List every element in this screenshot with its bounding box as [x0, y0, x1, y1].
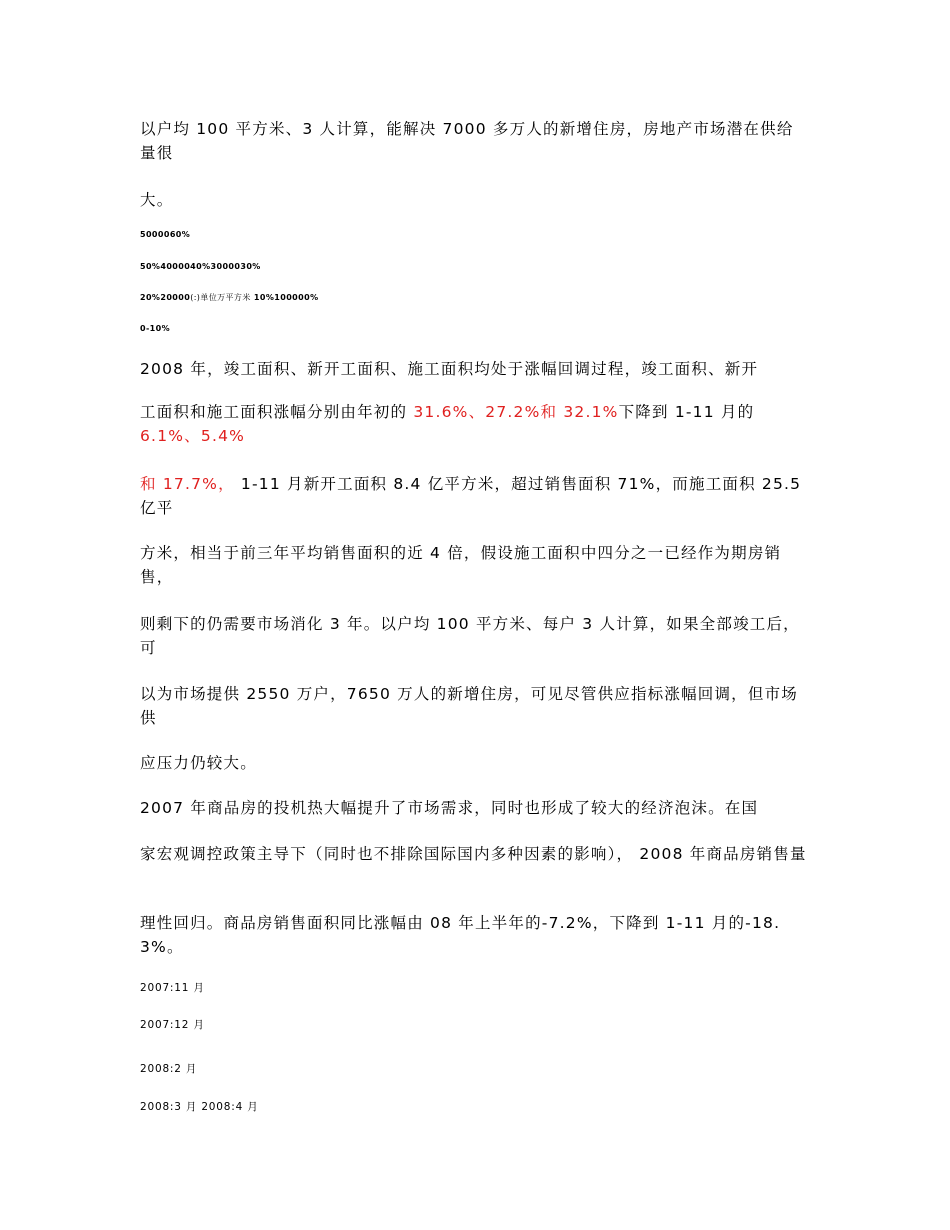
paragraph-line: 以为市场提供 2550 万户，7650 万人的新增住房，可见尽管供应指标涨幅回调，但市场供 — [140, 685, 798, 727]
paragraph-line: 方米，相当于前三年平均销售面积的近 4 倍，假设施工面积中四分之一已经作为期房销售， — [140, 544, 782, 586]
chart-residue-caption: 2008:2 月 — [140, 1063, 198, 1075]
chart-residue-text: 50%4000040%3000030% — [140, 262, 261, 271]
paragraph-line: 大。 — [140, 191, 174, 209]
paragraph-line: 2008 年，竣工面积、新开工面积、施工面积均处于涨幅回调过程，竣工面积、新开 — [140, 360, 759, 378]
paragraph-line: 理性回归。商品房销售面积同比涨幅由 08 年上半年的-7.2%，下降到 1-11 月的-18.3%。 — [140, 914, 781, 956]
highlight-figures: 6.1%、5.4% — [140, 427, 246, 445]
paragraph-line: 以户均 100 平方米、3 人计算，能解决 7000 多万人的新增住房，房地产市场潜在供给量很 — [140, 120, 794, 162]
chart-residue-caption: 2007:11 月 — [140, 982, 205, 994]
highlight-figures: 和 17.7%， — [140, 475, 235, 493]
paragraph-line: 家宏观调控政策主导下（同时也不排除国际国内多种因素的影响）， 2008 年商品房销售量 — [140, 845, 807, 863]
chart-residue-text: 0-10% — [140, 324, 171, 333]
chart-residue-caption: 2007:12 月 — [140, 1019, 205, 1031]
chart-residue-caption: 2008:3 月 2008:4 月 — [140, 1101, 259, 1113]
paragraph-line: 和 17.7%， 1-11 月新开工面积 8.4 亿平方米，超过销售面积 71%，而施工面积 25.5 亿平 — [140, 475, 802, 517]
paragraph-line: 2007 年商品房的投机热大幅提升了市场需求，同时也形成了较大的经济泡沫。在国 — [140, 799, 759, 817]
paragraph-line: 工面积和施工面积涨幅分别由年初的 31.6%、27.2%和 32.1%下降到 1-11 月的 6.1%、5.4% — [140, 403, 755, 445]
highlight-figures: 31.6%、27.2%和 32.1% — [413, 403, 619, 421]
chart-residue-text: 5000060% — [140, 230, 191, 239]
chart-residue-text: 20%20000(:)单位万平方米 10%100000% — [140, 293, 319, 302]
paragraph-line: 则剩下的仍需要市场消化 3 年。以户均 100 平方米、每户 3 人计算，如果全部竣工后，可 — [140, 615, 800, 657]
paragraph-line: 应压力仍较大。 — [140, 754, 257, 772]
